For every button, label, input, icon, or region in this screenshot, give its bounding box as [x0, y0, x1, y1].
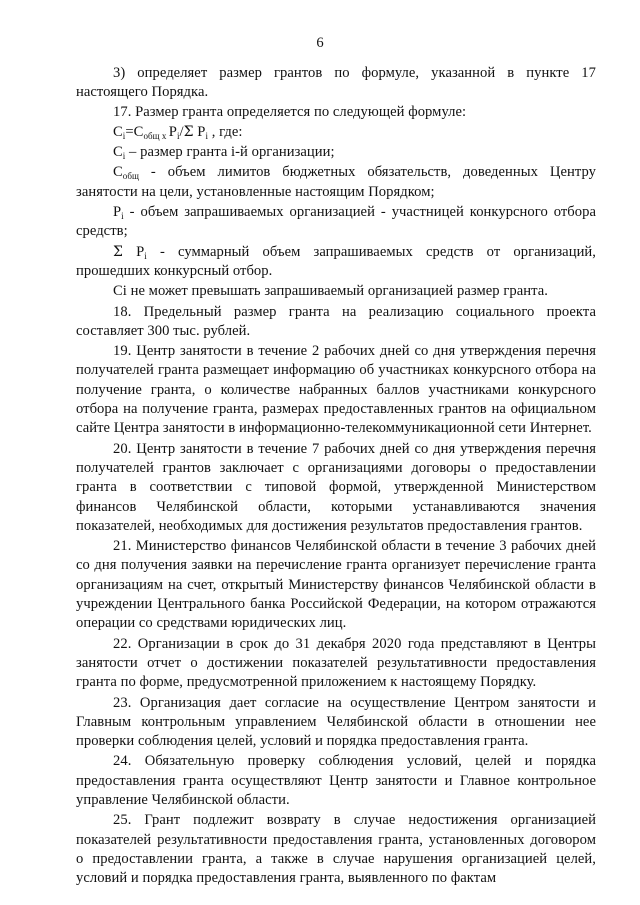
definition-cobsh: $C_{общ}$ - объем лимитов бюджетных обязательств, доведенных Центру занятости на цели, установленные настоящим Порядком;	[76, 164, 596, 200]
paragraph-23: 23. Организация дает согласие на осуществление Центром занятости и Главным контрольным управлением Челябинской области в отношении нее проверки соблюдения целей, условий и порядка предоставления гранта.	[76, 694, 596, 750]
paragraph-19: 19. Центр занятости в течение 2 рабочих дней со дня утверждения перечня получателей гранта размещает информацию об участниках конкурсного отбора на получение гранта, о количестве набранных баллов участниками конкурсного отбора на получение гранта, размерах предоставленных грантов на официальном сайте Центра занятости в информационно-телекоммуникационной сети Интернет.	[76, 343, 596, 437]
paragraph-21: 21. Министерство финансов Челябинской области в течение 3 рабочих дней со дня получения заявки на перечисление гранта организует перечисление гранта организациям на счет, открытый Министерству финансов Челябинской области в учреждении Центрального банка Российской Федерации, на котором отражаются операции со средствами юридических лиц.	[76, 538, 596, 632]
document-body	[76, 64, 596, 888]
definition-sum-pi: Σ $P_i$ - суммарный объем запрашиваемых средств от организаций, прошедших конкурсный отбор.	[76, 243, 596, 279]
grant-formula: $C_i=C_{общ}$ $_x$ $P_i/\Sigma$ $P_i$ , где:	[113, 123, 243, 141]
paragraph-22: 22. Организации в срок до 31 декабря 2020 года представляют в Центры занятости отчет о достижении показателей результативности предоставления гранта по форме, предусмотренной приложением к настоящему Порядку.	[76, 635, 596, 691]
paragraph-17: 17. Размер гранта определяется по следующей формуле:	[113, 103, 467, 120]
paragraph-25: 25. Грант подлежит возврату в случае недостижения организацией показателей результативности предоставления гранта, установленных договором о предоставлении гранта, а также в случае нарушения организацией целей, условий и порядка предоставления гранта, выявленного по фактам	[76, 812, 596, 887]
definition-ci: $C_i$ – размер гранта i-й организации;	[113, 144, 335, 162]
paragraph-18: 18. Предельный размер гранта на реализацию социального проекта составляет 300 тыс. рублей.	[76, 303, 596, 339]
ci-limit-note: Ci не может превышать запрашиваемый организацией размер гранта.	[113, 283, 548, 300]
paragraph-20: 20. Центр занятости в течение 7 рабочих дней со дня утверждения перечня получателей грантов заключает с организациями договоры о предоставлении гранта в соответствии с типовой формой, утвержденной Министерством финансов Челябинской области, которыми устанавливаются значения показателей, необходимых для достижения результатов предоставления грантов.	[76, 440, 596, 534]
definition-pi: $P_i$ - объем запрашиваемых организацией - участницей конкурсного отбора средств;	[76, 204, 596, 240]
page-number: 6	[316, 35, 324, 51]
paragraph-24: 24. Обязательную проверку соблюдения условий, целей и порядка предоставления гранта осуществляют Центр занятости и Главное контрольное управление Челябинской области.	[76, 753, 596, 808]
paragraph-3-item: 3) определяет размер грантов по формуле, указанной в пункте 17 настоящего Порядка.	[76, 65, 596, 101]
